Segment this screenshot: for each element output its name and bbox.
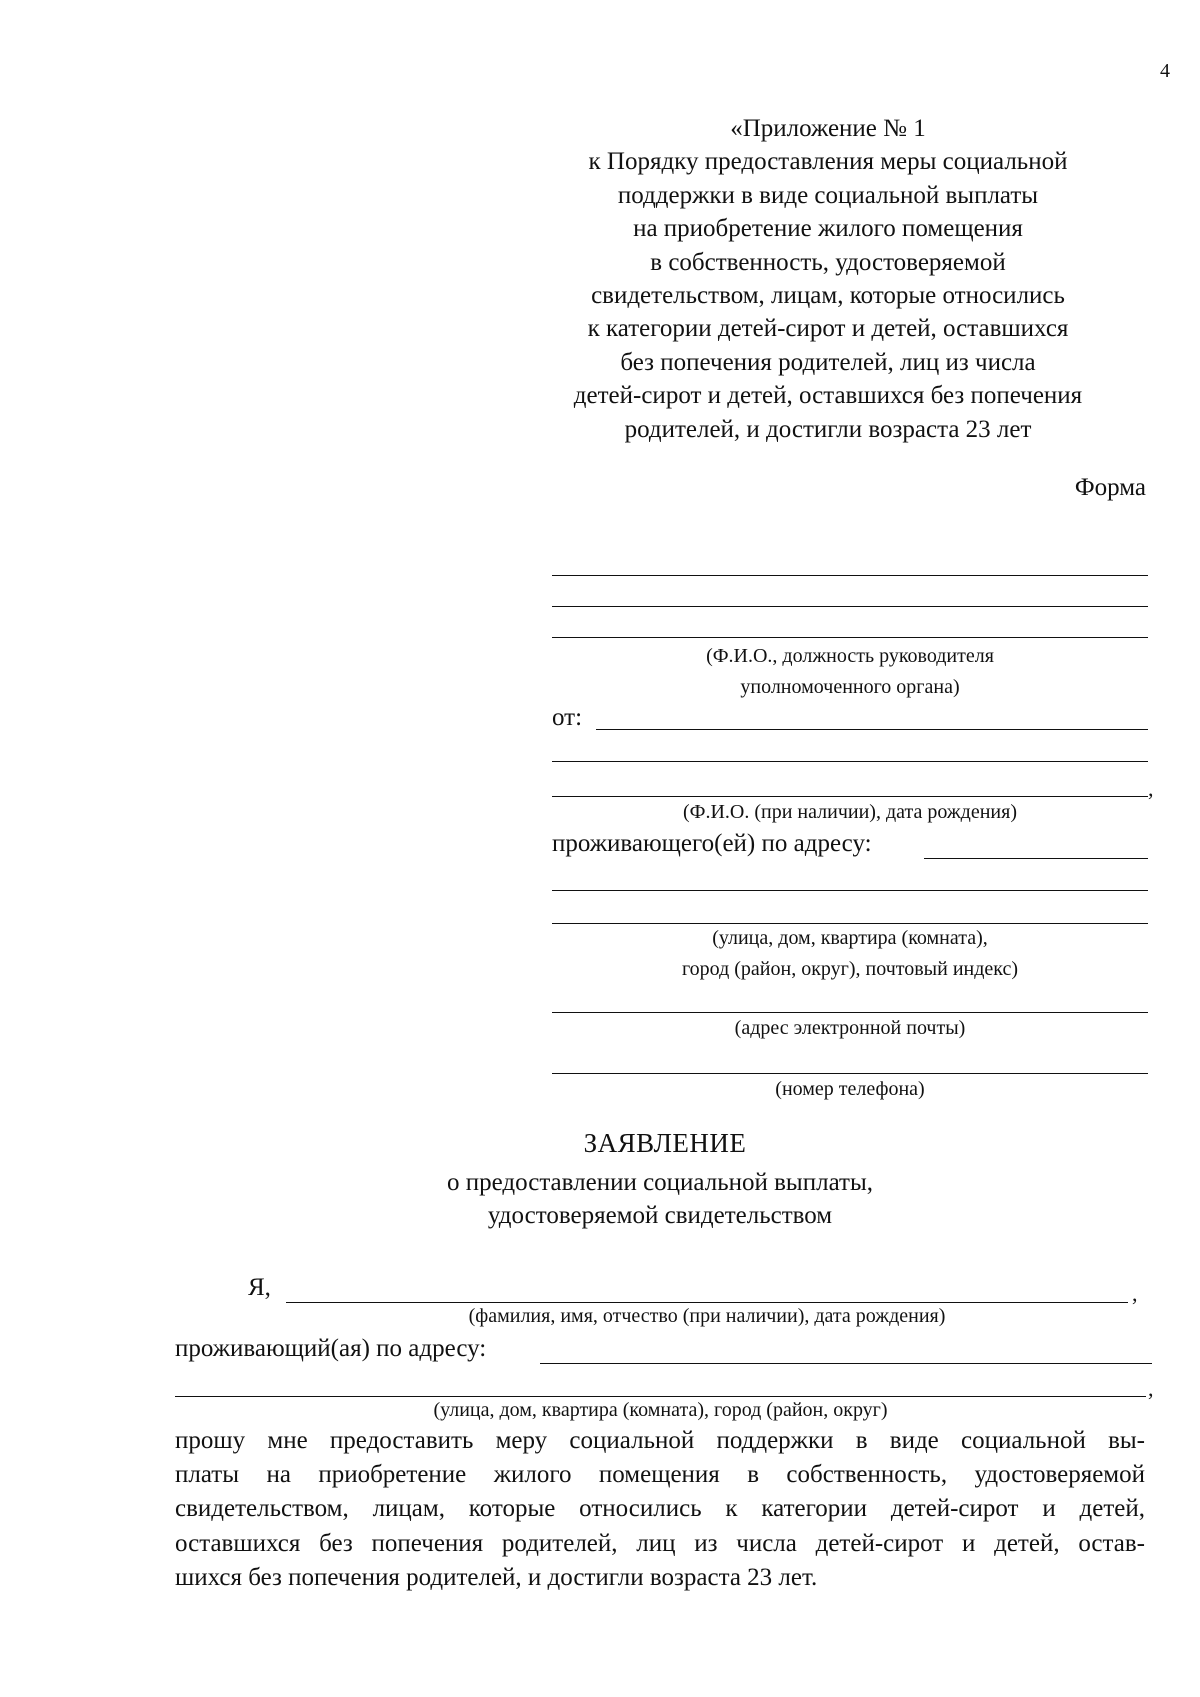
statement-subtitle-line-2: удостоверяемой свидетельством [487,1202,833,1229]
address-line-1[interactable] [924,858,1148,859]
statement-subtitle [360,1166,960,1232]
head-name-line-2[interactable] [552,606,1148,607]
residing-label: проживающий(ая) по адресу: [175,1335,487,1362]
body-line: свидетельством, лицам, которые относились к категории детей-сирот и детей, [175,1495,1145,1523]
appendix-line: детей-сирот и детей, оставшихся без попечения [573,382,1083,410]
head-name-line-1[interactable] [552,575,1148,576]
address-label: проживающего(ей) по адресу: [552,830,872,857]
statement-title: ЗАЯВЛЕНИЕ [583,1128,747,1158]
statement-subtitle-line-1: о предоставлении социальной выплаты, [446,1169,874,1196]
comma: , [1148,776,1154,801]
body-line: оставшихся без попечения родителей, лиц из числа детей-сирот и детей, остав- [175,1529,1145,1557]
appendix-line: к Порядку предоставления меры социальной [588,148,1068,176]
applicant-name-line-1[interactable] [596,729,1148,730]
comma: , [1148,1376,1154,1401]
page-number: 4 [1160,60,1170,82]
from-label: от: [552,704,583,731]
residing-line-1[interactable] [540,1363,1152,1364]
body-line: прошу мне предоставить меру социальной поддержки в виде социальной вы- [175,1427,1145,1454]
statement-body [175,1424,1145,1595]
head-name-line-3[interactable] [552,637,1148,638]
appendix-line: поддержки в виде социальной выплаты [617,181,1039,209]
appendix-line: на приобретение жилого помещения [633,215,1023,243]
comma: , [1132,1281,1138,1306]
address-line-2[interactable] [552,890,1148,891]
address-caption [552,923,1148,985]
i-label: Я, [248,1274,271,1301]
email-caption: (адрес электронной почты) [734,1017,966,1039]
appendix-line: к категории детей-сирот и детей, оставшихся [587,315,1069,343]
address-caption-line-2: город (район, округ), почтовый индекс) [681,958,1019,980]
appendix-line: свидетельством, лицам, которые относились [591,282,1065,310]
appendix-line: без попечения родителей, лиц из числа [620,348,1036,376]
applicant-caption: (Ф.И.О. (при наличии), дата рождения) [682,801,1017,823]
residing-caption: (улица, дом, квартира (комната), город (район, округ) [433,1399,888,1421]
head-caption-line-2: уполномоченного органа) [740,676,960,698]
head-caption [552,641,1148,703]
appendix-header [548,112,1108,446]
phone-caption: (номер телефона) [775,1078,925,1100]
body-line: шихся без попечения родителей, и достигли возраста 23 лет. [175,1563,818,1591]
appendix-line: родителей, и достигли возраста 23 лет [624,415,1032,443]
appendix-line: «Приложение № 1 [730,115,926,142]
appendix-line: в собственность, удостоверяемой [650,248,1006,276]
head-caption-line-1: (Ф.И.О., должность руководителя [706,645,994,667]
body-line: платы на приобретение жилого помещения в собственность, удостоверяемой [175,1461,1145,1489]
full-name-caption: (фамилия, имя, отчество (при наличии), дата рождения) [468,1305,946,1327]
address-caption-line-1: (улица, дом, квартира (комната), [712,927,988,949]
applicant-name-line-2[interactable] [552,761,1148,762]
form-label: Форма [1074,474,1146,501]
